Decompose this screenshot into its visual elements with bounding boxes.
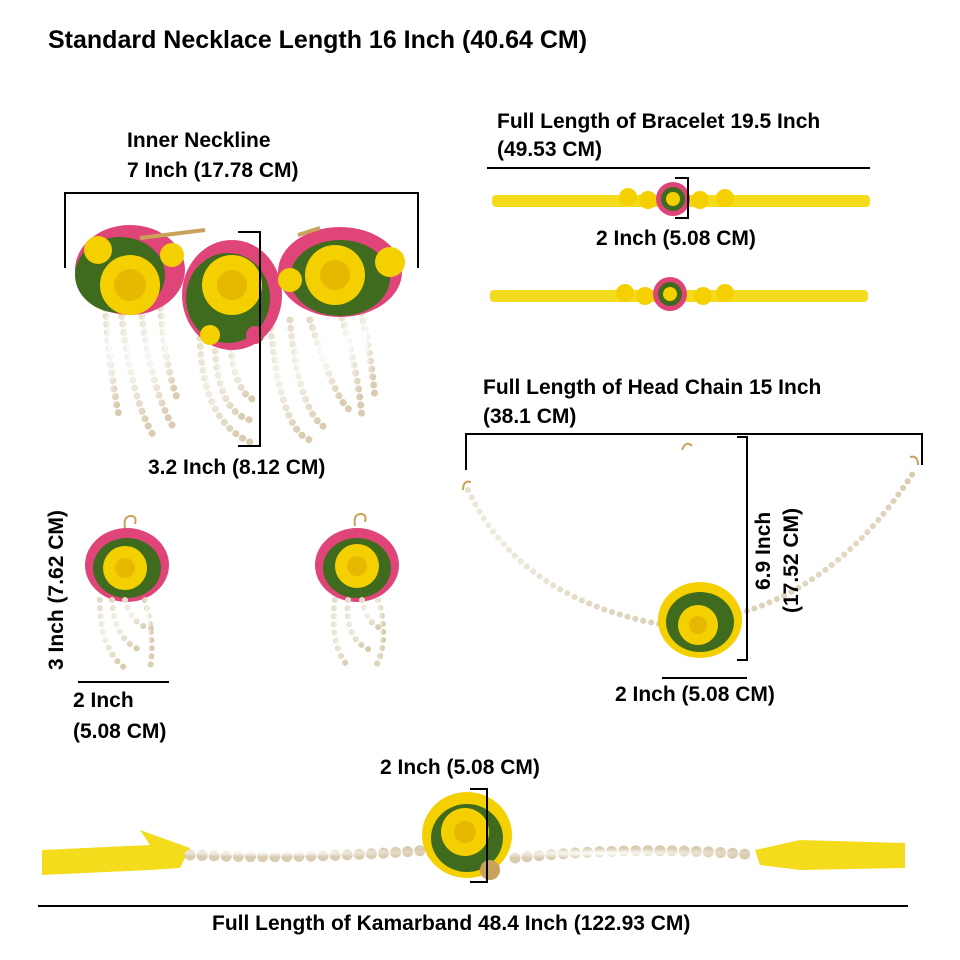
head-chain-drop-line2: (17.52 CM) xyxy=(780,507,803,613)
bracelet-length-line1: Full Length of Bracelet 19.5 Inch xyxy=(497,110,821,133)
head-chain xyxy=(463,444,918,658)
kamarband-flower xyxy=(422,792,512,880)
necklace-flower-center xyxy=(182,240,282,350)
earring-width-line2: (5.08 CM) xyxy=(73,720,167,743)
earring-right xyxy=(315,514,399,668)
kamarband xyxy=(42,792,905,880)
earring-left xyxy=(85,516,169,668)
kamarband-length: Full Length of Kamarband 48.4 Inch (122.93 CM) xyxy=(212,912,691,935)
earring-width-line1: 2 Inch xyxy=(73,689,134,712)
head-chain-length-line xyxy=(466,434,922,470)
head-chain-drop-line1: 6.9 Inch xyxy=(752,511,775,590)
kamarband-flower-width: 2 Inch (5.08 CM) xyxy=(380,756,540,779)
kamarband-ribbon-left xyxy=(42,830,190,875)
head-chain-length-line1: Full Length of Head Chain 15 Inch xyxy=(483,376,822,399)
neckline-value: 7 Inch (17.78 CM) xyxy=(127,159,299,182)
bracelet-top xyxy=(492,182,870,216)
necklace-drop-label: 3.2 Inch (8.12 CM) xyxy=(148,456,326,479)
bracelet-bottom xyxy=(490,277,868,311)
page-title: Standard Necklace Length 16 Inch (40.64 CM) xyxy=(48,26,588,54)
head-chain-flower-width: 2 Inch (5.08 CM) xyxy=(615,683,775,706)
necklace-flower-left xyxy=(75,225,185,315)
head-chain-length-line2: (38.1 CM) xyxy=(483,405,577,428)
bracelet-flower-width: 2 Inch (5.08 CM) xyxy=(596,227,756,250)
kamarband-pearls-right xyxy=(515,851,755,858)
bracelet-length-line2: (49.53 CM) xyxy=(497,138,603,161)
necklace xyxy=(75,225,405,442)
kamarband-ribbon-right xyxy=(755,840,905,870)
neckline-label: Inner Neckline xyxy=(127,129,271,152)
earring-height: 3 Inch (7.62 CM) xyxy=(45,510,68,670)
necklace-flower-right xyxy=(278,227,405,317)
head-chain-flower xyxy=(658,582,742,658)
kamarband-pearls-left xyxy=(190,850,430,857)
